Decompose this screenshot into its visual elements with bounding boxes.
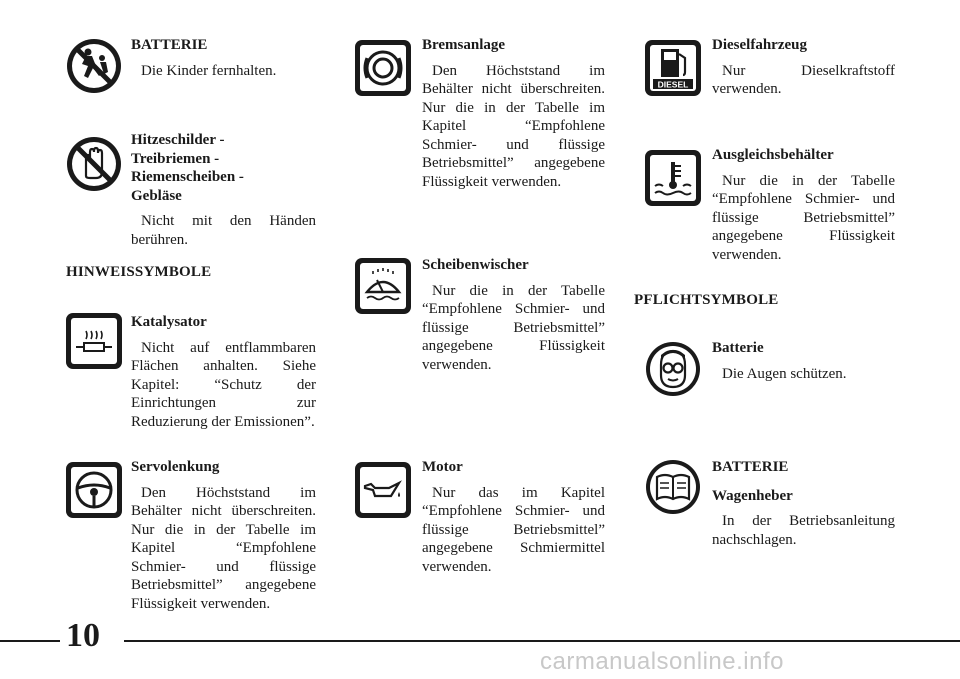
footer-rule-right [124, 640, 960, 642]
entry-text: Nur das im Kapitel “Empfohlene Schmier- und flüssige Betriebsmittel” angegebene Schmiermittel verwenden. [422, 484, 605, 575]
section-heading-hinweis: HINWEISSYMBOLE [66, 264, 212, 280]
diesel-pump-icon [645, 40, 701, 96]
entry-title: Bremsanlage [422, 37, 506, 53]
coolant-icon [645, 150, 701, 206]
entry-text: Nicht mit den Händen berühren. [131, 213, 316, 248]
diesel-icon-label: DIESEL [657, 79, 689, 90]
entry-text: In der Betriebsanleitung nachschlagen. [712, 513, 895, 548]
entry-text: Den Höchststand im Behälter nicht überschreiten. Nur die in der Tabelle im Kapitel “Empfohlene Schmier- und flüssige Betriebsmittel” angegebene Flüssigkeit verwenden. [131, 484, 316, 612]
entry-title: Katalysator [131, 314, 207, 330]
no-hand-icon [66, 136, 122, 192]
entry-text: Nur die in der Tabelle “Empfohlene Schmier- und flüssige Betriebsmittel” angegebene Flüssigkeit verwenden. [422, 282, 605, 373]
brake-icon [355, 40, 411, 96]
manual-book-icon [645, 459, 701, 515]
entry-title: BATTERIE [131, 37, 208, 53]
entry-text: Nur Dieselkraftstoff verwenden. [712, 62, 895, 97]
entry-title: Servolenkung [131, 459, 220, 475]
entry-title: BATTERIE [712, 459, 789, 475]
section-heading-pflicht: PFLICHTSYMBOLE [634, 292, 779, 308]
entry-text: Nur die in der Tabelle “Empfohlene Schmier- und flüssige Betriebsmittel” angegebene Flüssigkeit verwenden. [712, 172, 895, 263]
entry-subtitle: Wagenheber [712, 487, 793, 504]
eye-protection-icon [645, 341, 701, 397]
entry-title: Ausgleichsbehälter [712, 147, 834, 163]
entry-title: Motor [422, 459, 463, 475]
entry-text: Die Kinder fernhalten. [141, 62, 277, 79]
keep-children-away-icon [66, 38, 122, 94]
entry-title: Scheibenwischer [422, 257, 529, 273]
watermark: carmanualsonline.info [540, 648, 784, 675]
engine-oil-icon [355, 462, 411, 518]
footer-rule-left [0, 640, 60, 642]
windscreen-washer-icon [355, 258, 411, 314]
page-number: 10 [66, 617, 100, 654]
steering-wheel-icon [66, 462, 122, 518]
entry-title: Batterie [712, 340, 764, 356]
entry-text: Den Höchststand im Behälter nicht überschreiten. Nur die in der Tabelle im Kapitel “Empfohlene Schmier- und flüssige Betriebsmittel” angegebene Flüssigkeit verwenden. [422, 62, 605, 190]
catalyst-icon [66, 313, 122, 369]
entry-title: Dieselfahrzeug [712, 37, 807, 53]
entry-text: Nicht auf entflammbaren Flächen anhalten. Siehe Kapitel: “Schutz der Einrichtungen zur Reduzierung der Emissionen”. [131, 339, 316, 430]
entry-text: Die Augen schützen. [722, 365, 847, 382]
entry-title: Hitzeschilder - Treibriemen - Riemenscheiben - Gebläse [131, 132, 244, 204]
